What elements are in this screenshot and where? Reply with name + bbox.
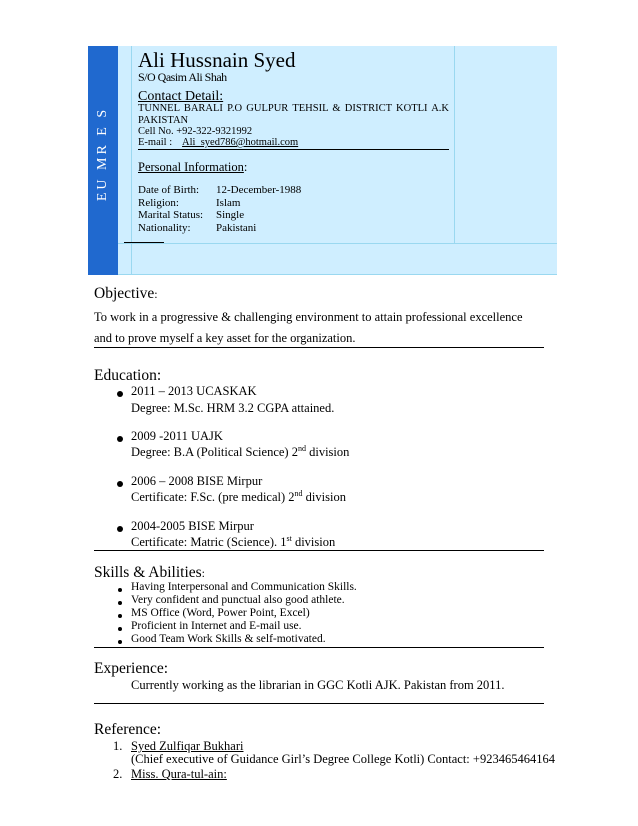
personal-row <box>138 222 301 235</box>
education-after: division <box>305 445 350 459</box>
skills-heading-colon: : <box>201 566 206 580</box>
reference-heading: Reference: <box>94 721 162 738</box>
education-after: division <box>291 535 336 549</box>
candidate-name: Ali Hussnain Syed <box>138 48 296 72</box>
personal-label: Marital Status: <box>138 209 204 221</box>
education-sup: nd <box>294 488 303 498</box>
section-rule <box>94 347 544 348</box>
education-degree: Certificate: Matric (Science). 1 <box>131 535 287 549</box>
reference-detail: (Chief executive of Guidance Girl’s Degree College Kotli) Contact: +923465464164 <box>131 752 555 766</box>
education-degree: Certificate: F.Sc. (pre medical) 2 <box>131 490 295 504</box>
personal-value: Pakistani <box>216 221 257 234</box>
side-strip-text: EU MR E S <box>95 106 110 202</box>
education-after: division <box>302 490 346 504</box>
reference-name: Miss. Qura-tul-ain: <box>131 767 227 781</box>
table-line <box>118 274 557 275</box>
education-year: 2009 -2011 UAJK <box>131 429 223 443</box>
email-label: E-mail : <box>138 137 173 148</box>
skill-item: MS Office (Word, Power Point, Excel) <box>131 607 310 619</box>
objective-heading <box>94 285 158 303</box>
personal-heading-text: Personal Information <box>138 160 244 174</box>
reference-name: Syed Zulfiqar Bukhari <box>131 739 244 753</box>
bullet-icon <box>118 627 122 631</box>
skill-item: Having Interpersonal and Communication Skills. <box>131 581 357 593</box>
reference-number: 2. <box>113 767 123 781</box>
skill-item: Very confident and punctual also good athlete. <box>131 594 345 606</box>
objective-line-1: To work in a progressive & challenging environment to attain professional excellence <box>94 310 523 324</box>
skills-heading <box>94 564 205 582</box>
education-year: 2011 – 2013 UCASKAK <box>131 384 257 398</box>
section-rule <box>94 647 544 648</box>
education-heading: Education: <box>94 367 162 384</box>
section-rule <box>94 703 544 704</box>
education-sup: nd <box>297 443 306 453</box>
bullet-icon <box>117 526 123 532</box>
contact-heading: Contact Detail: <box>138 89 224 104</box>
cell-number: Cell No. +92-322-9321992 <box>138 126 253 137</box>
parent-name: S/O Qasim Ali Shah <box>138 70 227 84</box>
section-rule <box>94 550 544 551</box>
table-line <box>454 46 455 244</box>
objective-heading-colon: : <box>154 287 158 301</box>
personal-label: Date of Birth: <box>138 184 200 196</box>
personal-label: Religion: <box>138 196 179 209</box>
education-year: 2004-2005 BISE Mirpur <box>131 519 254 533</box>
reference-number: 1. <box>113 739 123 753</box>
education-detail <box>131 401 334 416</box>
objective-line-2: and to prove myself a key asset for the organization. <box>94 331 356 345</box>
education-degree: Degree: M.Sc. HRM 3.2 CGPA attained. <box>131 401 335 415</box>
skill-item: Good Team Work Skills & self-motivated. <box>131 633 326 645</box>
personal-value: Islam <box>216 196 241 209</box>
skills-heading-text: Skills & Abilities <box>94 564 202 581</box>
bullet-icon <box>118 588 122 592</box>
bullet-icon <box>118 614 122 618</box>
education-detail <box>131 445 349 460</box>
side-strip-text-wrap <box>88 46 118 275</box>
bullet-icon <box>117 481 123 487</box>
personal-heading-colon: : <box>243 160 248 174</box>
bullet-icon <box>117 391 123 397</box>
experience-heading: Experience: <box>94 660 169 677</box>
personal-row <box>138 209 301 222</box>
experience-text: Currently working as the librarian in GGC Kotli AJK. Pakistan from 2011. <box>131 678 505 692</box>
education-sup: st <box>286 533 292 543</box>
email-link[interactable]: Ali_syed786@hotmail.com <box>182 137 299 148</box>
education-degree: Degree: B.A (Political Science) 2 <box>131 445 298 459</box>
education-detail <box>131 490 346 505</box>
personal-info-list <box>138 184 301 234</box>
personal-row <box>138 197 301 210</box>
objective-heading-text: Objective <box>94 285 155 302</box>
address: TUNNEL BARALI P.O GULPUR TEHSIL & DISTRICT KOTLI A.K PAKISTAN <box>138 103 449 126</box>
bullet-icon <box>118 601 122 605</box>
table-line <box>131 46 132 275</box>
email-row <box>138 137 449 150</box>
personal-value: Single <box>216 209 245 221</box>
skill-item: Proficient in Internet and E-mail use. <box>131 620 302 632</box>
table-line <box>118 243 557 244</box>
bullet-icon <box>117 436 123 442</box>
personal-heading <box>138 160 247 175</box>
bullet-icon <box>118 640 122 644</box>
personal-label: Nationality: <box>138 221 191 234</box>
education-detail <box>131 535 335 550</box>
header-divider <box>124 242 164 243</box>
personal-row <box>138 184 301 197</box>
personal-value: 12-December-1988 <box>216 184 302 196</box>
education-year: 2006 – 2008 BISE Mirpur <box>131 474 263 488</box>
